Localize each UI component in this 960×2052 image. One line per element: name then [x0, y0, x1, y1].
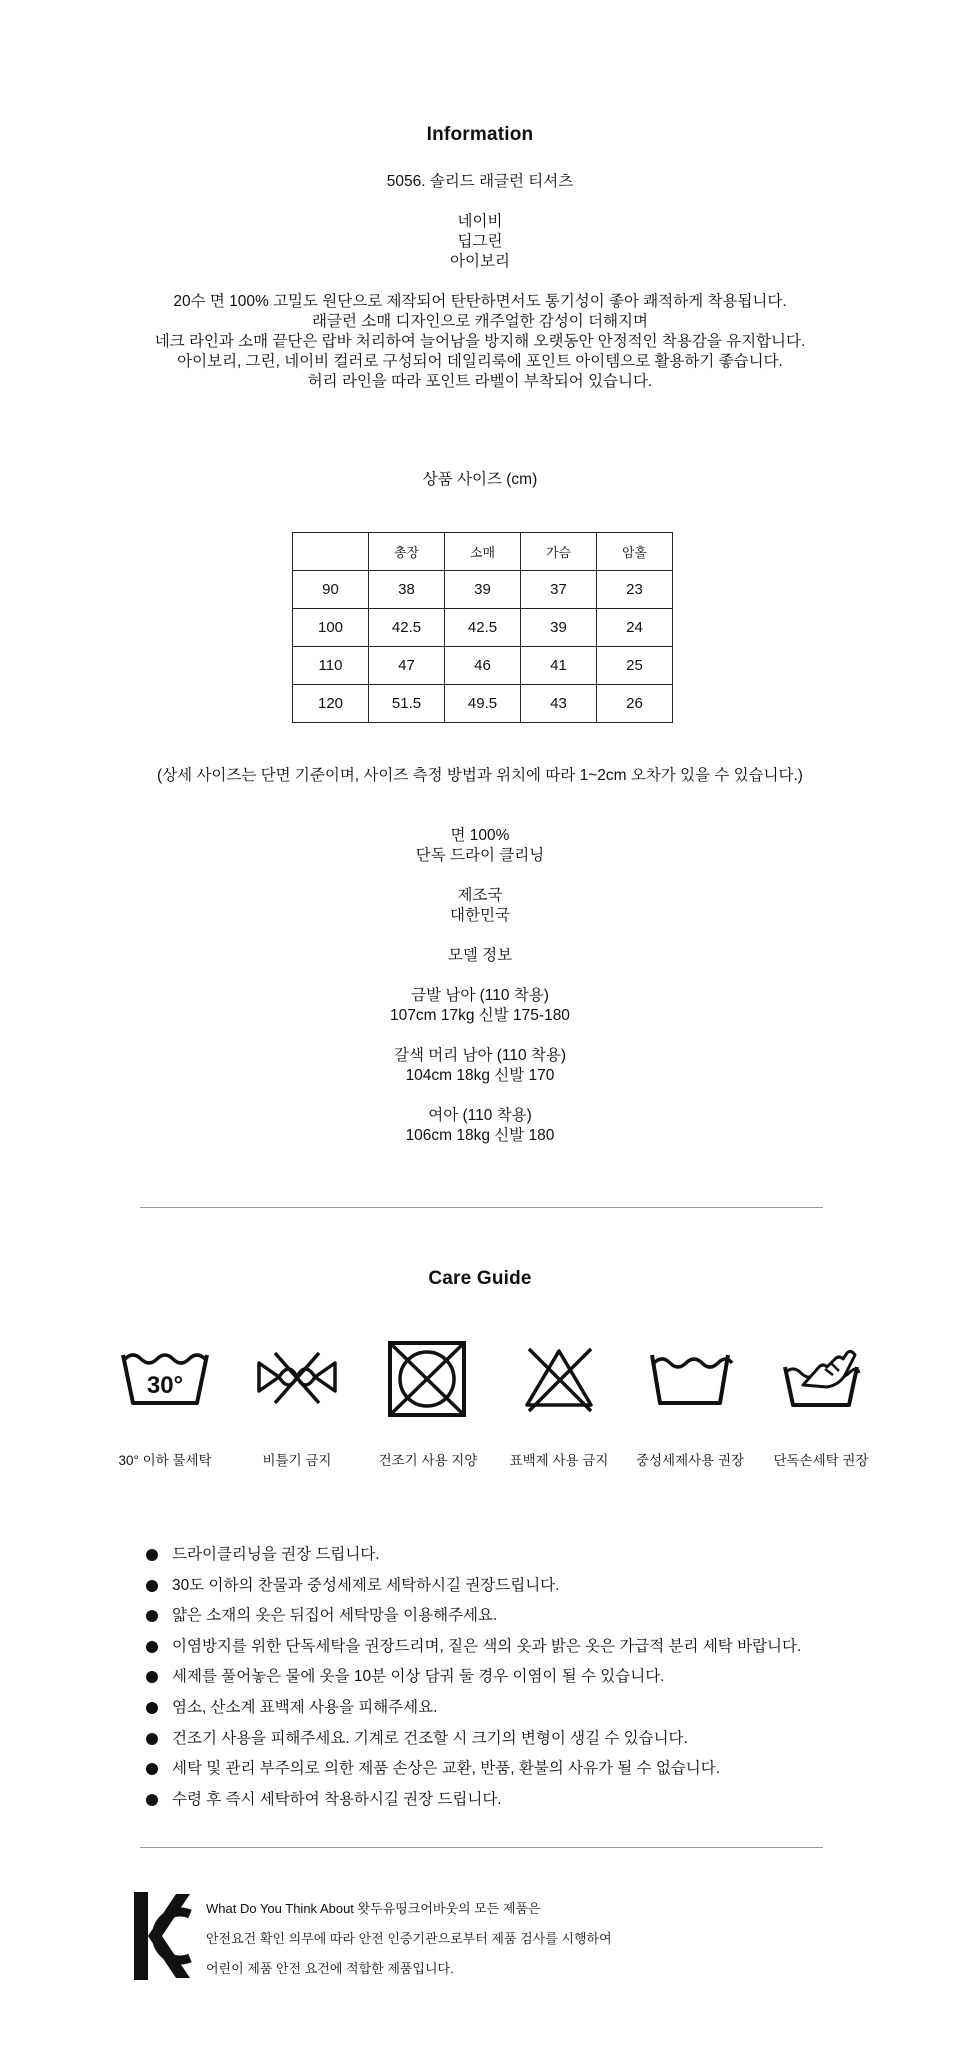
material-info	[0, 826, 960, 866]
size-cell: 42.5	[445, 609, 521, 647]
no-wring-icon	[249, 1345, 345, 1411]
size-cell: 46	[445, 647, 521, 685]
no-tumble-dry-icon	[380, 1339, 476, 1419]
table-row	[293, 609, 673, 647]
kc-line: 안전요건 확인 의무에 따라 안전 인증기관으로부터 제품 검사를 시행하여	[206, 1931, 612, 1946]
size-cell: 90	[293, 571, 369, 609]
list-item	[146, 1601, 866, 1632]
model-line: 갈색 머리 남아 (110 착용)	[393, 1047, 567, 1064]
care-guide-title: Care Guide	[428, 1268, 532, 1289]
header-cell	[293, 533, 369, 571]
list-item	[146, 1540, 866, 1571]
model-label: 모델 정보	[447, 947, 513, 964]
care-item	[232, 1345, 362, 1468]
size-title: 상품 사이즈 (cm)	[422, 471, 538, 488]
list-item	[146, 1754, 866, 1785]
care-label: 30° 이하 물세탁	[118, 1453, 212, 1468]
care-item	[363, 1345, 493, 1468]
care-label: 표백제 사용 금지	[509, 1453, 609, 1468]
size-cell: 110	[293, 647, 369, 685]
color-item: 네이비	[457, 213, 503, 230]
wash-30-icon	[117, 1345, 213, 1411]
tip-text: 염소, 산소계 표백제 사용을 피해주세요.	[172, 1698, 438, 1716]
list-item	[146, 1785, 866, 1816]
hand-wash-icon	[773, 1345, 869, 1411]
color-item: 아이보리	[450, 253, 510, 270]
description-line: 아이보리, 그린, 네이비 컬러로 구성되어 데일리룩에 포인트 아이템으로 활용하기 좋습니다.	[177, 353, 783, 370]
header-cell: 암홀	[597, 533, 673, 571]
size-cell: 41	[521, 647, 597, 685]
list-item	[146, 1693, 866, 1724]
divider	[140, 1847, 823, 1848]
tip-text: 세제를 풀어놓은 물에 옷을 10분 이상 담궈 둘 경우 이염이 될 수 있습니다.	[172, 1668, 665, 1686]
tip-text: 얇은 소재의 옷은 뒤집어 세탁망을 이용해주세요.	[172, 1607, 498, 1625]
size-cell: 25	[597, 647, 673, 685]
wash-temperature: 30°	[146, 1372, 184, 1399]
care-label: 건조기 사용 지양	[378, 1453, 478, 1468]
origin-label: 제조국	[457, 887, 503, 904]
size-cell: 23	[597, 571, 673, 609]
origin-info	[0, 886, 960, 926]
bullet-icon	[146, 1702, 158, 1714]
no-bleach-icon	[511, 1345, 607, 1415]
list-item	[146, 1724, 866, 1755]
header-cell: 가슴	[521, 533, 597, 571]
care-label: 비틀기 금지	[262, 1453, 332, 1468]
size-cell: 43	[521, 685, 597, 723]
model-line: 106cm 18kg 신발 180	[405, 1127, 555, 1144]
care-item	[494, 1345, 624, 1468]
bullet-icon	[146, 1733, 158, 1745]
bullet-icon	[146, 1641, 158, 1653]
header-cell: 소매	[445, 533, 521, 571]
bullet-icon	[146, 1794, 158, 1806]
care-item	[756, 1345, 886, 1468]
list-item	[146, 1662, 866, 1693]
model-info	[0, 986, 960, 1026]
kc-mark-icon	[132, 1890, 192, 1982]
size-cell: 47	[369, 647, 445, 685]
bullet-icon	[146, 1763, 158, 1775]
color-list	[0, 212, 960, 272]
size-cell: 49.5	[445, 685, 521, 723]
care-tips-list	[146, 1540, 866, 1815]
care-label: 단독손세탁 권장	[773, 1453, 869, 1468]
tip-text: 30도 이하의 찬물과 중성세제로 세탁하시길 권장드립니다.	[172, 1576, 560, 1594]
description-line: 허리 라인을 따라 포인트 라벨이 부착되어 있습니다.	[307, 373, 653, 390]
table-row	[293, 571, 673, 609]
product-description	[0, 292, 960, 392]
product-name: 5056. 솔리드 래글런 티셔츠	[386, 173, 574, 190]
tip-text: 드라이클리닝을 권장 드립니다.	[172, 1546, 380, 1563]
tip-text: 건조기 사용을 피해주세요. 기계로 건조할 시 크기의 변형이 생길 수 있습니다.	[172, 1729, 688, 1747]
kc-line: What Do You Think About 왓두유띵크어바웃의 모든 제품은	[206, 1901, 541, 1916]
mild-detergent-wash-icon	[642, 1345, 738, 1411]
model-line: 104cm 18kg 신발 170	[405, 1067, 555, 1084]
size-cell: 120	[293, 685, 369, 723]
size-cell: 51.5	[369, 685, 445, 723]
list-item	[146, 1632, 866, 1663]
divider	[140, 1207, 823, 1208]
bullet-icon	[146, 1610, 158, 1622]
model-line: 여아 (110 착용)	[428, 1107, 532, 1124]
size-cell: 26	[597, 685, 673, 723]
cleaning-text: 단독 드라이 클리닝	[415, 847, 545, 864]
table-row	[293, 685, 673, 723]
header-cell: 총장	[369, 533, 445, 571]
tip-text: 이염방지를 위한 단독세탁을 권장드리며, 짙은 색의 옷과 밝은 옷은 가급적 분리 세탁 바랍니다.	[172, 1637, 802, 1655]
care-label: 중성세제사용 권장	[635, 1453, 745, 1468]
table-row	[293, 647, 673, 685]
care-item	[625, 1345, 755, 1468]
size-cell: 39	[521, 609, 597, 647]
size-cell: 100	[293, 609, 369, 647]
information-title: Information	[426, 124, 534, 145]
bullet-icon	[146, 1671, 158, 1683]
description-line: 래글런 소매 디자인으로 캐주얼한 감성이 더해지며	[312, 313, 648, 330]
model-line: 107cm 17kg 신발 175-180	[390, 1007, 570, 1024]
kc-line: 어린이 제품 안전 요건에 적합한 제품입니다.	[206, 1961, 454, 1976]
model-info	[0, 1106, 960, 1146]
size-cell: 24	[597, 609, 673, 647]
size-cell: 39	[445, 571, 521, 609]
description-line: 20수 면 100% 고밀도 원단으로 제작되어 탄탄하면서도 통기성이 좋아 쾌적하게 착용됩니다.	[173, 293, 787, 310]
kc-certification-text	[206, 1894, 612, 1984]
care-item	[100, 1345, 230, 1468]
tip-text: 세탁 및 관리 부주의로 의한 제품 손상은 교환, 반품, 환불의 사유가 될 수 없습니다.	[172, 1760, 721, 1778]
size-table-header	[293, 533, 673, 571]
bullet-icon	[146, 1580, 158, 1592]
bullet-icon	[146, 1549, 158, 1561]
description-line: 네크 라인과 소매 끝단은 랍바 처리하여 늘어남을 방지해 오랫동안 안정적인 착용감을 유지합니다.	[154, 333, 806, 350]
origin-value: 대한민국	[450, 907, 510, 924]
care-icons	[0, 1345, 960, 1475]
size-cell: 42.5	[369, 609, 445, 647]
size-table	[292, 532, 673, 723]
list-item	[146, 1571, 866, 1602]
size-cell: 37	[521, 571, 597, 609]
size-cell: 38	[369, 571, 445, 609]
color-item: 딥그린	[457, 233, 503, 250]
size-note: (상세 사이즈는 단면 기준이며, 사이즈 측정 방법과 위치에 따라 1~2cm 오차가 있을 수 있습니다.)	[157, 767, 803, 784]
material-text: 면 100%	[450, 827, 510, 844]
model-info	[0, 1046, 960, 1086]
model-line: 금발 남아 (110 착용)	[411, 987, 549, 1004]
tip-text: 수령 후 즉시 세탁하여 착용하시길 권장 드립니다.	[172, 1790, 502, 1808]
